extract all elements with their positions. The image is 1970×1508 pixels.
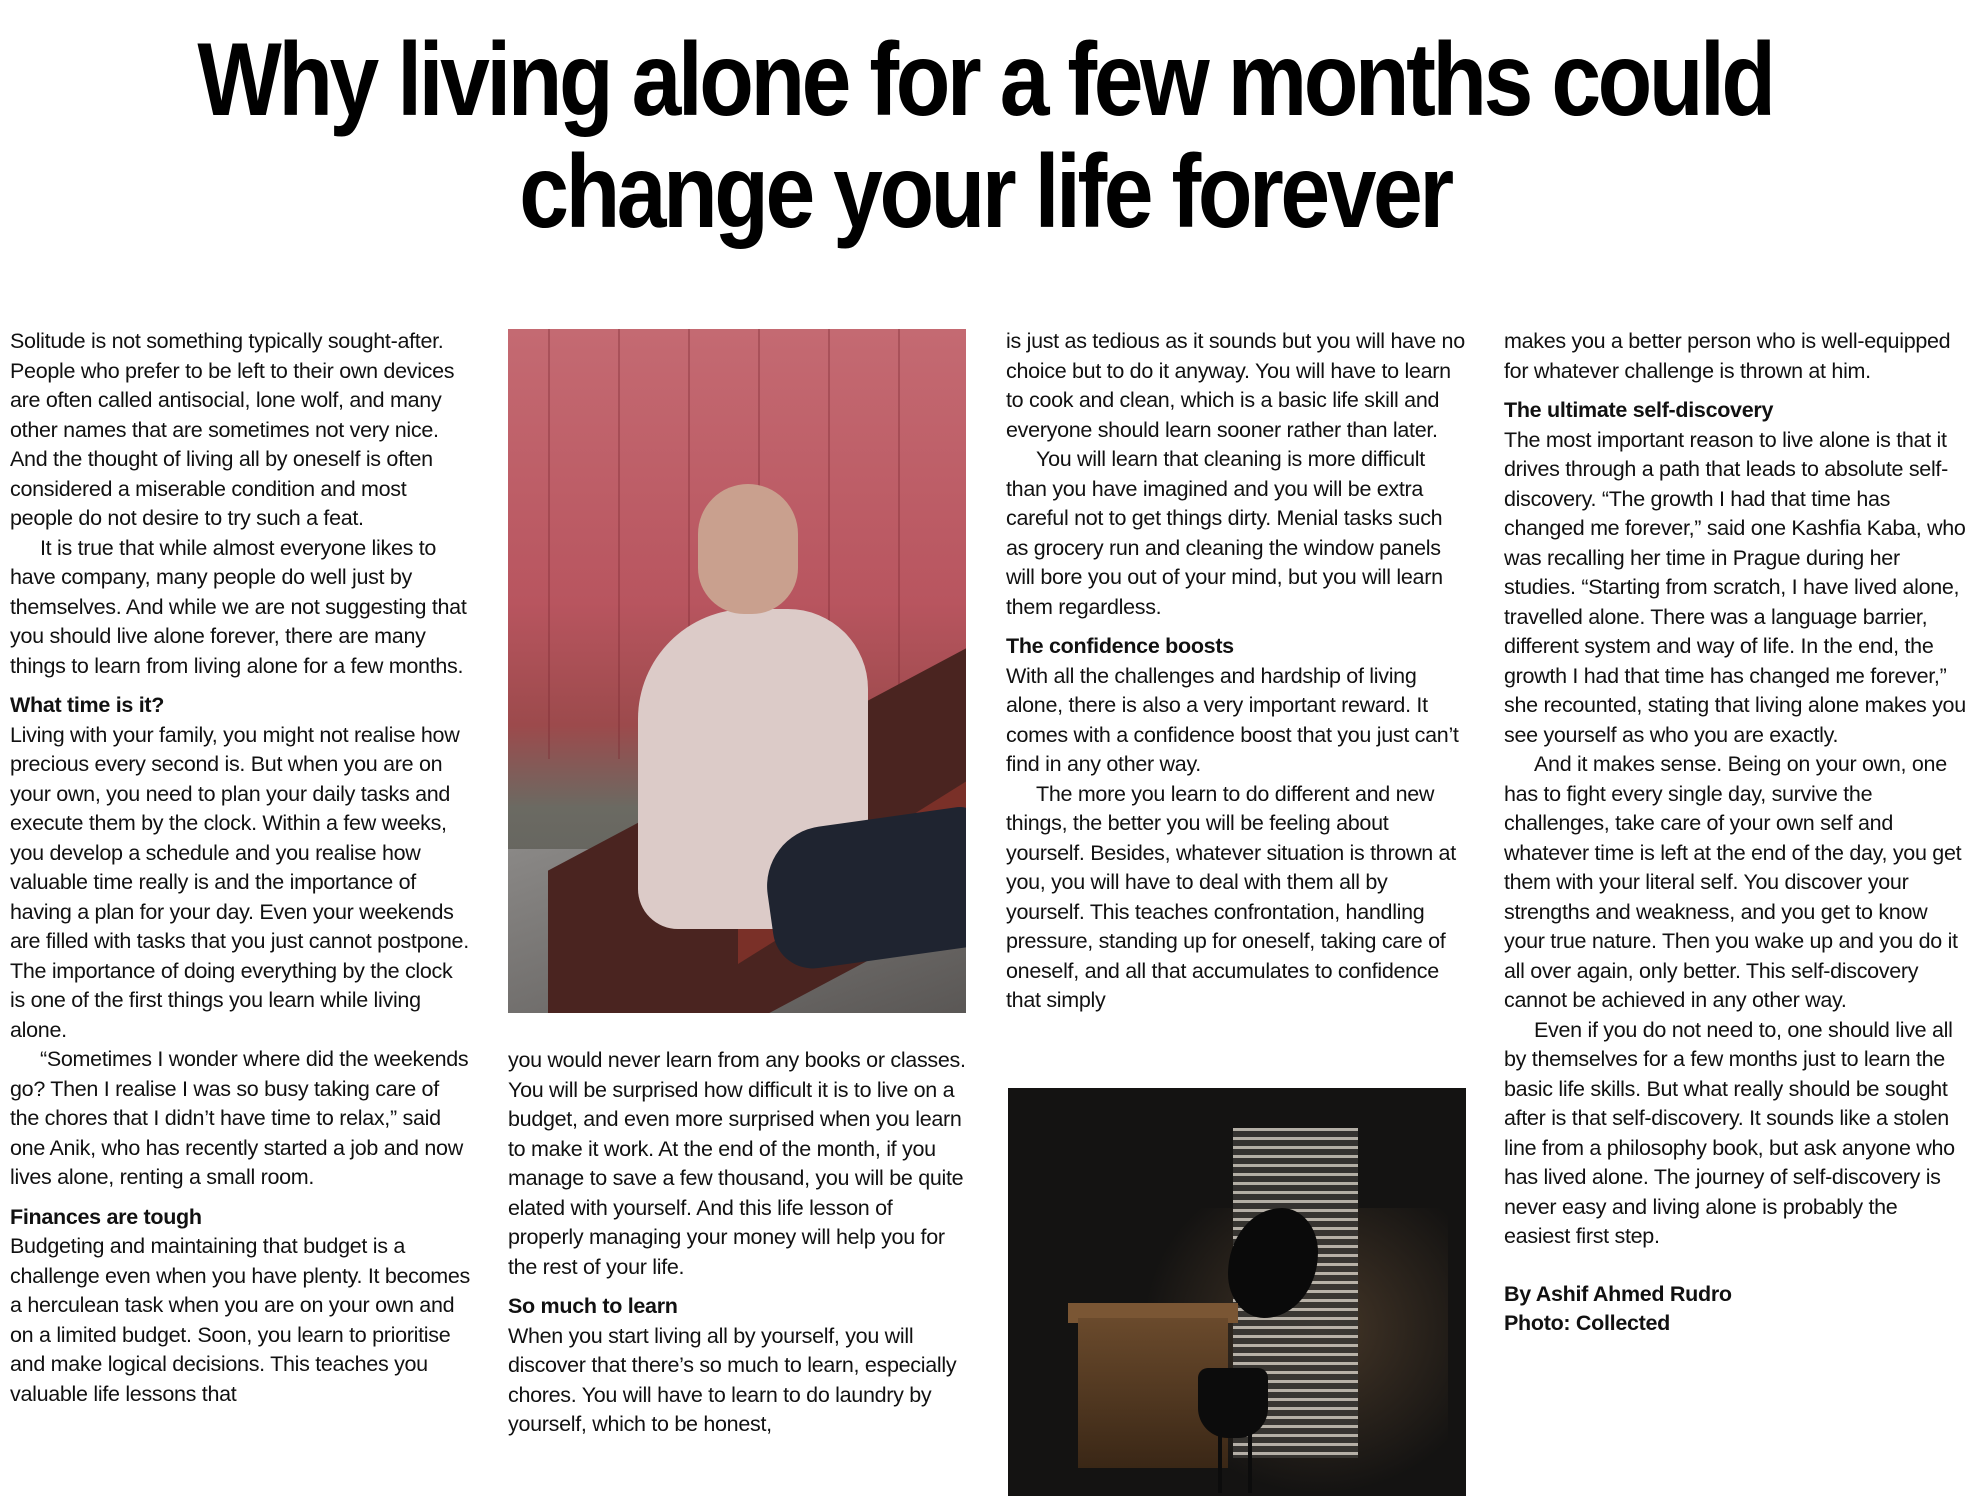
headline-line-1: Why living alone for a few months could xyxy=(197,22,1773,138)
section-heading-discovery: The ultimate self-discovery xyxy=(1504,398,1774,422)
section-heading-confidence: The confidence boosts xyxy=(1006,634,1234,658)
column-1 xyxy=(10,327,472,1409)
headline-line-2: change your life forever xyxy=(519,134,1451,250)
learn-paragraph-end: is just as tedious as it sounds but you will have no choice but to do it anyway. You will have to learn to cook and clean, which is a basic life skill and everyone should learn sooner rather than later. xyxy=(1006,329,1465,442)
credits xyxy=(1504,1280,1966,1339)
column-4 xyxy=(1504,327,1966,1339)
confidence-paragraph-2-start: The more you learn to do different and new things, the better you will be feeling about yourself. Besides, whatever situation is thrown at you, you will have to deal with them all by yourself. This teaches confrontation, handling pressure, standing up for oneself, taking care of oneself, and all that accumulates to confidence that simply xyxy=(1006,781,1456,1012)
photo-person-head xyxy=(698,484,798,614)
discovery-paragraph-3: Even if you do not need to, one should live all by themselves for a few months just to learn the basic life skills. But what really should be sought after is that self-discovery. It sounds like a stolen line from a philosophy book, but ask anyone who has lived alone. The journey of self-discovery is never easy and living alone is probably the easiest first step. xyxy=(1504,1017,1955,1248)
learn-paragraph-2: You will learn that cleaning is more difficult than you have imagined and you will be extra careful not to get things dirty. Menial tasks such as grocery run and cleaning the window panels will bore you out of your mind, but you will learn them regardless. xyxy=(1006,447,1443,619)
author-byline: By Ashif Ahmed Rudro xyxy=(1504,1281,1732,1306)
photo-chair xyxy=(1198,1368,1268,1438)
column-2 xyxy=(508,1046,970,1440)
discovery-paragraph-2: And it makes sense. Being on your own, one has to fight every single day, survive the challenges, take care of your own self and whatever time is left at the end of the day, you get them with your literal self. You discover your strengths and weakness, and you get to know your true nature. Then you wake up and you do it all over again, only better. This self-discovery cannot be achieved in any other way. xyxy=(1504,752,1962,1012)
intro-paragraph-1: Solitude is not something typically sought-after. People who prefer to be left to their own devices are often called antisocial, lone wolf, and many other names that are sometimes not very nice. And the thought of living all by oneself is often considered a miserable condition and most people do not desire to try such a feat. xyxy=(10,329,455,530)
column-3 xyxy=(1006,327,1468,1016)
section-heading-learn: So much to learn xyxy=(508,1294,678,1318)
intro-paragraph-2: It is true that while almost everyone likes to have company, many people do well just by themselves. And while we are not suggesting that you should live alone forever, there are many things to learn from living alone for a few months. xyxy=(10,535,467,678)
photo-chair-legs xyxy=(1218,1433,1222,1493)
discovery-paragraph-1: The most important reason to live alone is that it drives through a path that leads to absolute self-discovery. “The growth I had that time has changed me forever,” said one Kashfia Kaba, who was recalling her time in Prague during her studies. “Starting from scratch, I have lived alone, travelled alone. There was a language barrier, different system and way of life. In the end, the growth I had that time has changed me forever,” she recounted, stating that living alone makes you see yourself as who you are exactly. xyxy=(1504,427,1966,747)
section-heading-time: What time is it? xyxy=(10,693,165,717)
wall-stripe xyxy=(618,329,620,759)
headline xyxy=(138,24,1832,248)
photo-credit: Photo: Collected xyxy=(1504,1311,1671,1335)
time-paragraph-2: “Sometimes I wonder where did the weekends go? Then I realise I was so busy taking care of the chores that I didn’t have time to relax,” said one Anik, who has recently started a job and now lives alone, renting a small room. xyxy=(10,1047,469,1189)
section-heading-finances: Finances are tough xyxy=(10,1204,202,1229)
learn-paragraph-start: When you start living all by yourself, you will discover that there’s so much to learn, especially chores. You will have to learn to do laundry by yourself, which to be honest, xyxy=(508,1323,957,1436)
wall-stripe xyxy=(548,329,550,759)
time-paragraph-1: Living with your family, you might not realise how precious every second is. But when you are on your own, you need to plan your daily tasks and execute them by the clock. Within a few weeks, you develop a schedule and you realise how valuable time really is and the importance of having a plan for your day. Even your weekends are filled with tasks that you just cannot postpone. The importance of doing everything by the clock is one of the first things you learn while living alone. xyxy=(10,722,469,1042)
finances-paragraph-end: you would never learn from any books or classes. You will be surprised how difficult it is to live on a budget, and even more surprised when you learn to make it work. At the end of the month, if you manage to save a few thousand, you will be quite elated with yourself. And this life lesson of properly managing your money will help you for the rest of your life. xyxy=(508,1048,966,1279)
confidence-paragraph-1: With all the challenges and hardship of living alone, there is also a very important reward. It comes with a confidence boost that you just can’t find in any other way. xyxy=(1006,663,1459,776)
man-on-bench-photo xyxy=(508,329,966,1013)
piano-room-photo xyxy=(1008,1088,1466,1496)
finances-paragraph-start: Budgeting and maintaining that budget is a challenge even when you have plenty. It becomes a herculean task when you are on your own and on a limited budget. Soon, you learn to prioritise and make logical decisions. This teaches you valuable life lessons that xyxy=(10,1234,471,1406)
confidence-paragraph-2-end: makes you a better person who is well-equipped for whatever challenge is thrown at him. xyxy=(1504,329,1951,383)
